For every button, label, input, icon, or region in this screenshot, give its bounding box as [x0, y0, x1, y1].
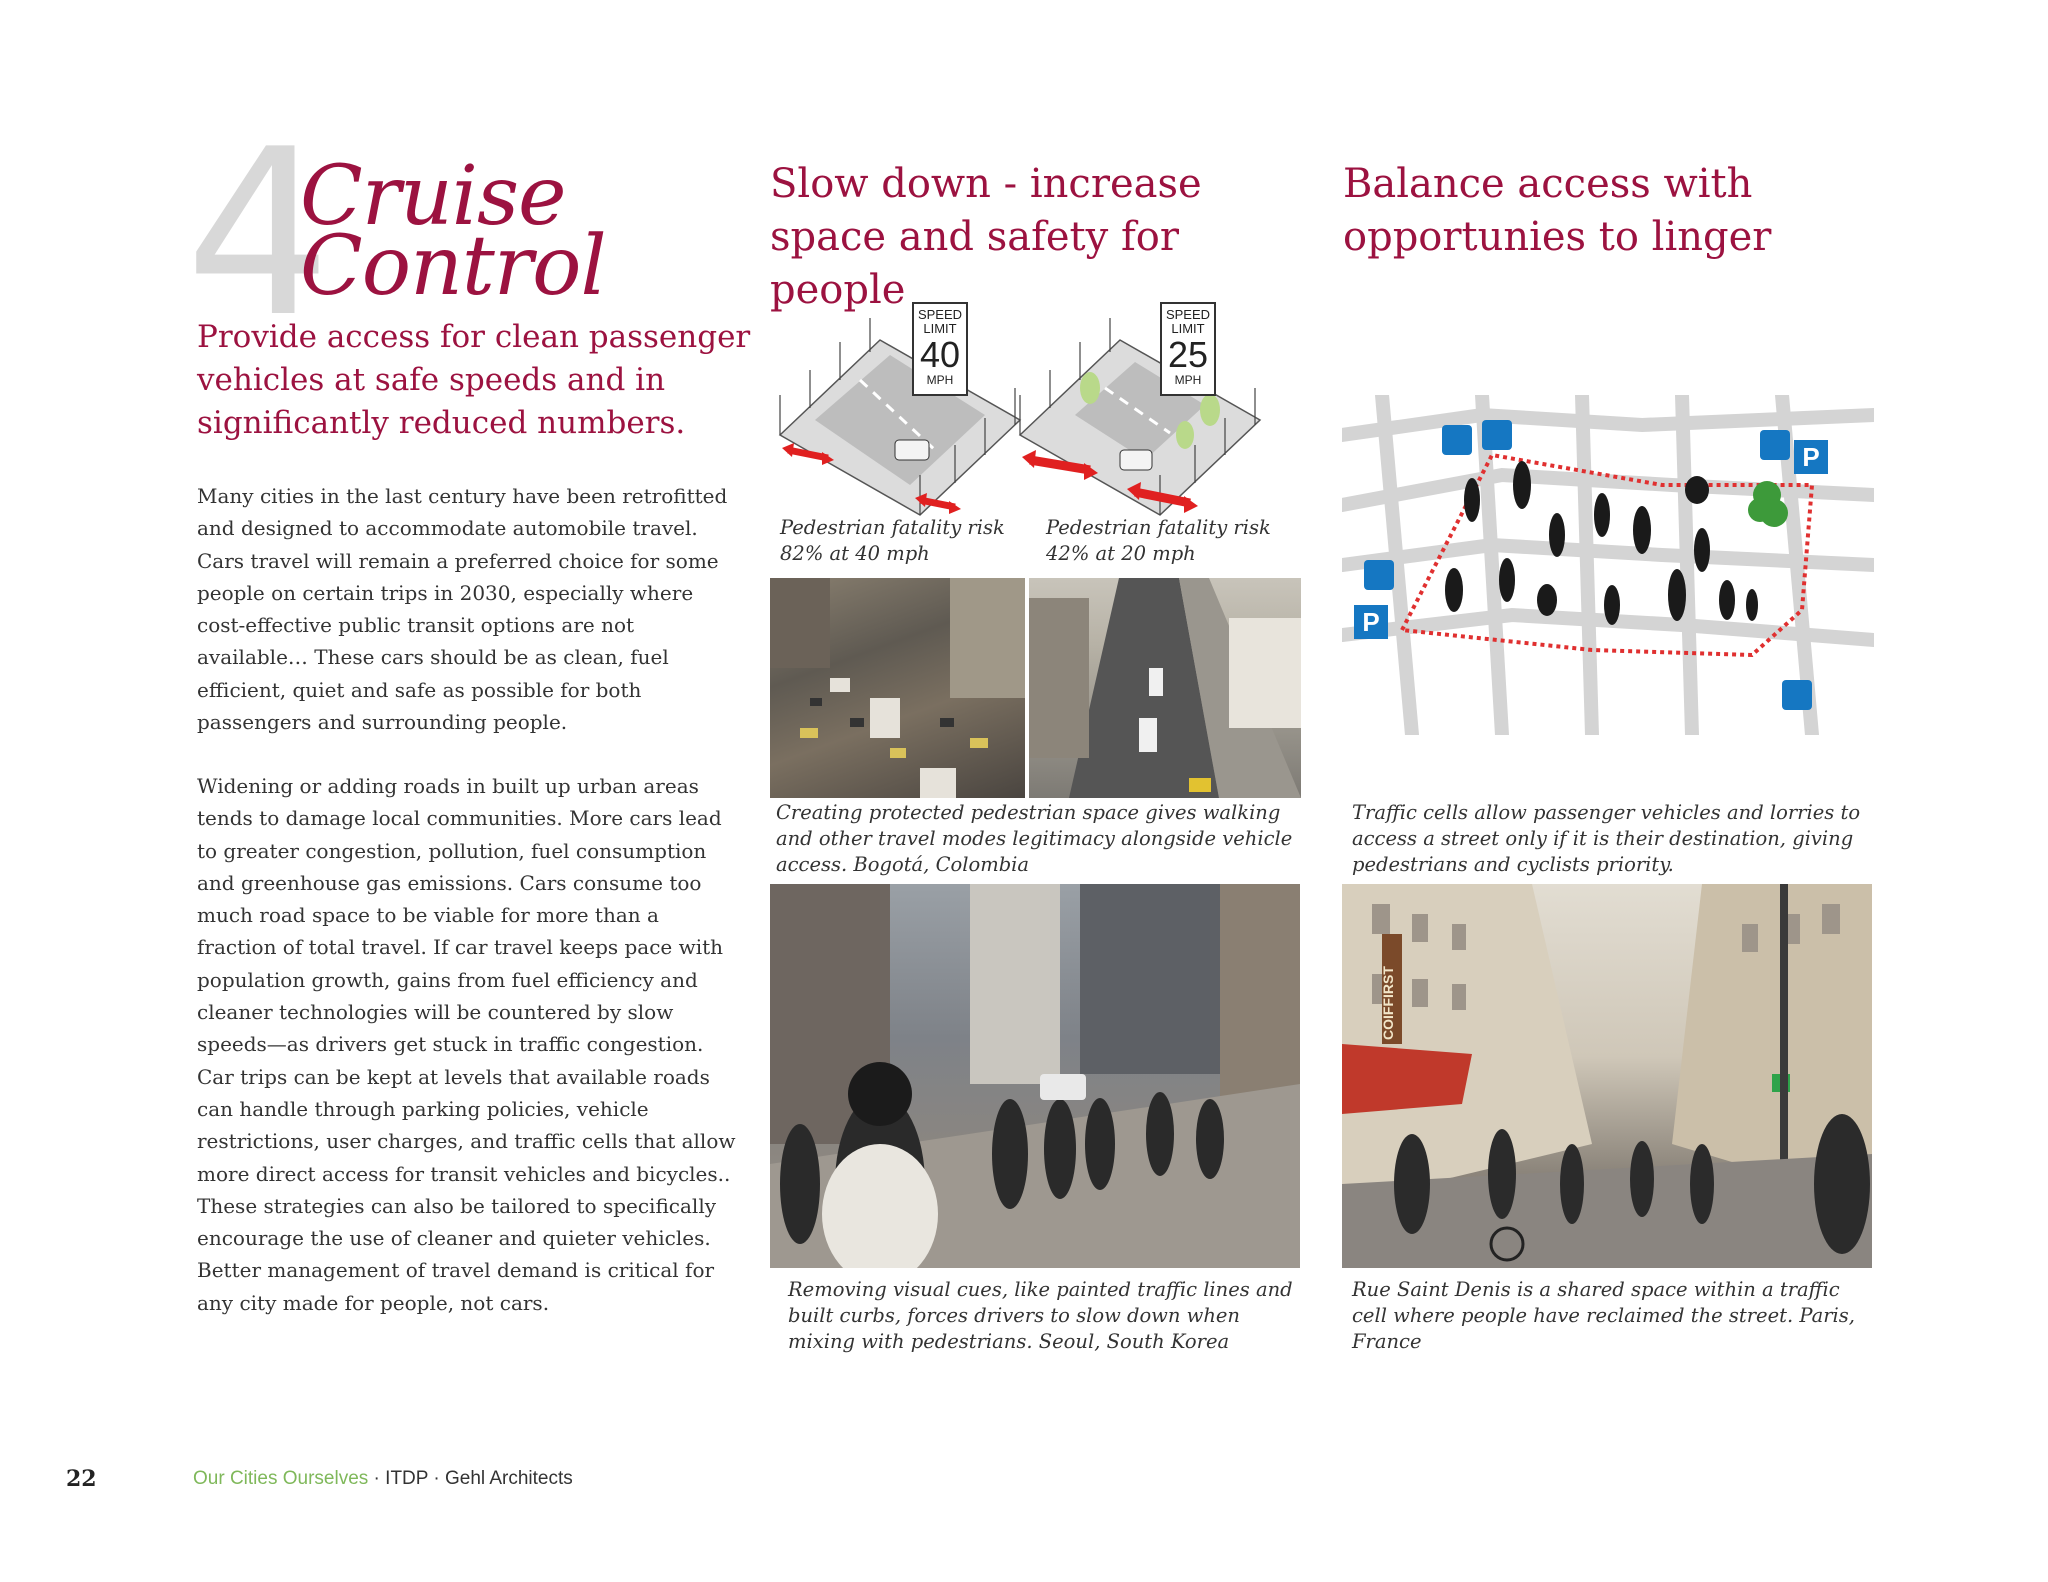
fatality-caption-40: Pedestrian fatality risk 82% at 40 mph [780, 516, 1005, 565]
sign1-value: 40 [919, 334, 961, 375]
sign1-unit: MPH [926, 373, 954, 387]
footer-credits [193, 1468, 573, 1490]
body-paragraph-2: Widening or adding roads in built up urban areas tends to damage local communities. More cars lead to greater congestion, pollution, fuel consumption and greenhouse gas emissions. Cars consume too much road space to be viable for more than a fraction of total travel. If car travel keeps pace with population growth, gains from fuel efficiency and cleaner technologies will be countered by slow speeds—as drivers get stuck in traffic congestion. Car trips can be kept at levels that available roads can handle through parking policies, vehicle restrictions, user charges, and traffic cells that allow more direct access for transit vehicles and bicycles.. These strategies can also be tailored to specifically encourage the use of cleaner and quieter vehicles. Better management of travel demand is critical for any city made for people, not cars. [197, 774, 736, 1315]
photo-seoul [770, 884, 1300, 1268]
footer-authors: · ITDP · Gehl Architects [368, 1468, 573, 1489]
page-number: 22 [66, 1466, 97, 1492]
chapter-subtitle: Provide access for clean passenger vehicles at safe speeds and in significantly reduced numbers. [197, 319, 751, 441]
chapter-title [300, 149, 606, 314]
right-heading: Balance access with opportunies to linger [1343, 161, 1772, 260]
caption-traffic-cells: Traffic cells allow passenger vehicles and lorries to access a street only if it is their destination, giving pedestrians and cyclists priority. [1352, 801, 1861, 876]
fatality-caption-20: Pedestrian fatality risk 42% at 20 mph [1046, 516, 1271, 565]
sign2-line1: SPEED [1165, 307, 1211, 322]
caption-seoul: Removing visual cues, like painted traffic lines and built curbs, forces drivers to slow down when mixing with pedestrians. Seoul, South Korea [788, 1278, 1293, 1353]
photo-paris [1342, 884, 1872, 1268]
speed-sign-25 [1160, 302, 1216, 396]
chapter-number: 4 [185, 101, 332, 368]
sign2-line2: LIMIT [1171, 321, 1205, 336]
street-diagram-40mph [770, 300, 1030, 520]
chapter-title-line1: Cruise [300, 149, 566, 244]
chapter-title-line2: Control [300, 219, 606, 314]
footer-publication: Our Cities Ourselves [193, 1468, 369, 1489]
body-paragraph-1: Many cities in the last century have been retrofitted and designed to accommodate automobile travel. Cars travel will remain a preferred choice for some people on certain trips in 2030, especially where cost-effective public transit options are not available… These cars should be as clean, fuel efficient, quiet and safe as possible for both passengers and surrounding people. [197, 484, 728, 735]
photo-bogota-congested [770, 578, 1025, 798]
middle-heading: Slow down - increase space and safety for people [770, 161, 1202, 313]
caption-paris: Rue Saint Denis is a shared space within a traffic cell where people have reclaimed the street. Paris, France [1352, 1278, 1855, 1353]
caption-bogota: Creating protected pedestrian space gives walking and other travel modes legitimacy alongside vehicle access. Bogotá, Colombia [776, 801, 1293, 876]
street-diagram-25mph [1010, 300, 1270, 520]
sign2-unit: MPH [1174, 373, 1202, 387]
sign1-line1: SPEED [917, 307, 963, 322]
paris-shop-sign: COIFFIRST [1380, 966, 1396, 1040]
parking-icon: P [1802, 442, 1820, 472]
speed-sign-40 [912, 302, 968, 396]
sign2-value: 25 [1167, 334, 1209, 375]
sign1-line2: LIMIT [923, 321, 957, 336]
photo-bogota-busway [1029, 578, 1301, 798]
parking-icon-2: P [1362, 607, 1380, 637]
